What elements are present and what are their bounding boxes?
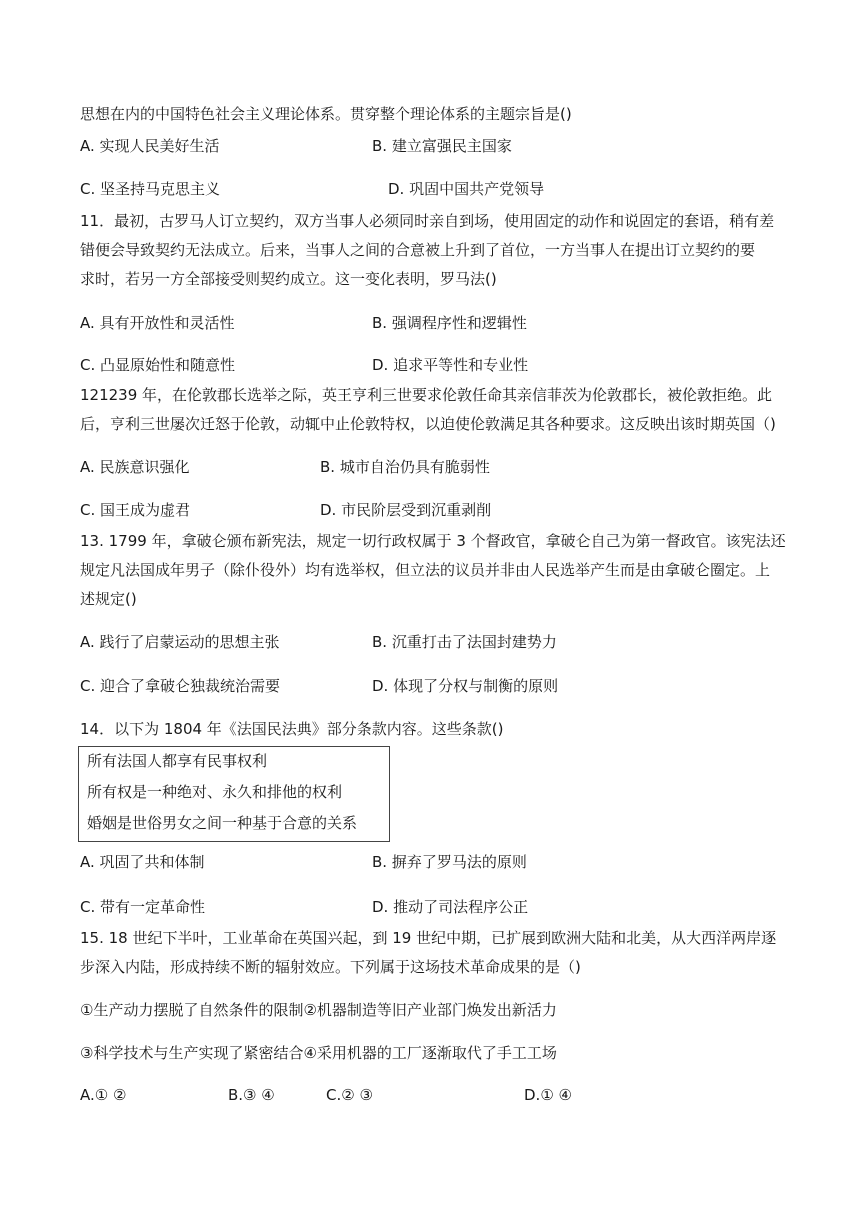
q12-stem-line-2: 后，亨利三世屡次迁怒于伦敦，动辄中止伦敦特权，以迫使伦敦满足其各种要求。这反映出该时期英国（) [80, 415, 776, 433]
q15-statement-line-2: ③科学技术与生产实现了紧密结合④采用机器的工厂逐渐取代了手工工场 [80, 1044, 557, 1062]
q15-option-d: D.① ④ [524, 1086, 572, 1104]
q14-option-c: C. 带有一定革命性 [80, 898, 206, 916]
q10-option-a: A. 实现人民美好生活 [80, 137, 220, 155]
q15-option-a: A.① ② [80, 1086, 127, 1104]
q10-option-d: D. 巩固中国共产党领导 [388, 180, 545, 198]
q13-stem-line-3: 述规定() [80, 590, 137, 608]
q10-option-b: B. 建立富强民主国家 [372, 137, 512, 155]
q14-excerpt-box [78, 746, 390, 842]
q11-stem-line-1: 11．最初，古罗马人订立契约，双方当事人必须同时亲自到场，使用固定的动作和说固定的套语，稍有差 [80, 212, 775, 230]
q11-stem-line-3: 求时，若另一方全部接受则契约成立。这一变化表明，罗马法() [80, 270, 497, 288]
q10-option-c: C. 坚圣持马克思主义 [80, 180, 221, 198]
q11-option-c: C. 凸显原始性和随意性 [80, 356, 236, 374]
q15-stem-line-1: 15. 18 世纪下半叶，工业革命在英国兴起，到 19 世纪中期，已扩展到欧洲大陆和北美，从大西洋两岸逐 [80, 929, 777, 947]
q11-option-a: A. 具有开放性和灵活性 [80, 314, 235, 332]
q11-stem-line-2: 错便会导致契约无法成立。后来，当事人之间的合意被上升到了首位，一方当事人在提出订立契约的要 [80, 241, 756, 259]
q14-excerpt-line-3: 婚姻是世俗男女之间一种基于合意的关系 [87, 814, 358, 832]
q13-option-a: A. 践行了启蒙运动的思想主张 [80, 633, 280, 651]
q14-excerpt-line-1: 所有法国人都享有民事权利 [87, 752, 268, 770]
q14-excerpt-line-2: 所有权是一种绝对、永久和排他的权利 [87, 783, 343, 801]
q10-stem: 思想在内的中国特色社会主义理论体系。贯穿整个理论体系的主题宗旨是() [80, 105, 572, 123]
q11-option-d: D. 追求平等性和专业性 [372, 356, 529, 374]
q12-stem-line-1: 121239 年，在伦敦郡长选举之际，英王亨利三世要求伦敦任命其亲信菲茨为伦敦郡长，被伦敦拒绝。此 [80, 386, 773, 404]
q15-stem-line-2: 步深入内陆，形成持续不断的辐射效应。下列属于这场技术革命成果的是（) [80, 958, 581, 976]
q11-option-b: B. 强调程序性和逻辑性 [372, 314, 527, 332]
q12-option-c: C. 国王成为虚君 [80, 501, 191, 519]
q15-statement-line-1: ①生产动力摆脱了自然条件的限制②机器制造等旧产业部门焕发出新活力 [80, 1001, 557, 1019]
q13-option-c: C. 迎合了拿破仑独裁统治需要 [80, 677, 281, 695]
q13-option-d: D. 体现了分权与制衡的原则 [372, 677, 559, 695]
q13-stem-line-1: 13. 1799 年，拿破仑颁布新宪法，规定一切行政权属于 3 个督政官，拿破仑自己为第一督政官。该宪法还 [80, 532, 786, 550]
q15-option-c: C.② ③ [326, 1086, 373, 1104]
q12-option-b: B. 城市自治仍具有脆弱性 [320, 458, 490, 476]
q14-stem: 14．以下为 1804 年《法国民法典》部分条款内容。这些条款() [80, 720, 504, 738]
q14-option-d: D. 推动了司法程序公正 [372, 898, 529, 916]
q14-option-b: B. 摒弃了罗马法的原则 [372, 853, 527, 871]
q14-option-a: A. 巩固了共和体制 [80, 853, 205, 871]
q12-option-a: A. 民族意识强化 [80, 458, 190, 476]
q13-option-b: B. 沉重打击了法国封建势力 [372, 633, 557, 651]
q15-option-b: B.③ ④ [228, 1086, 275, 1104]
q13-stem-line-2: 规定凡法国成年男子（除仆役外）均有选举权，但立法的议员并非由人民选举产生而是由拿破仑圈定。上 [80, 561, 771, 579]
q12-option-d: D. 市民阶层受到沉重剥削 [320, 501, 492, 519]
